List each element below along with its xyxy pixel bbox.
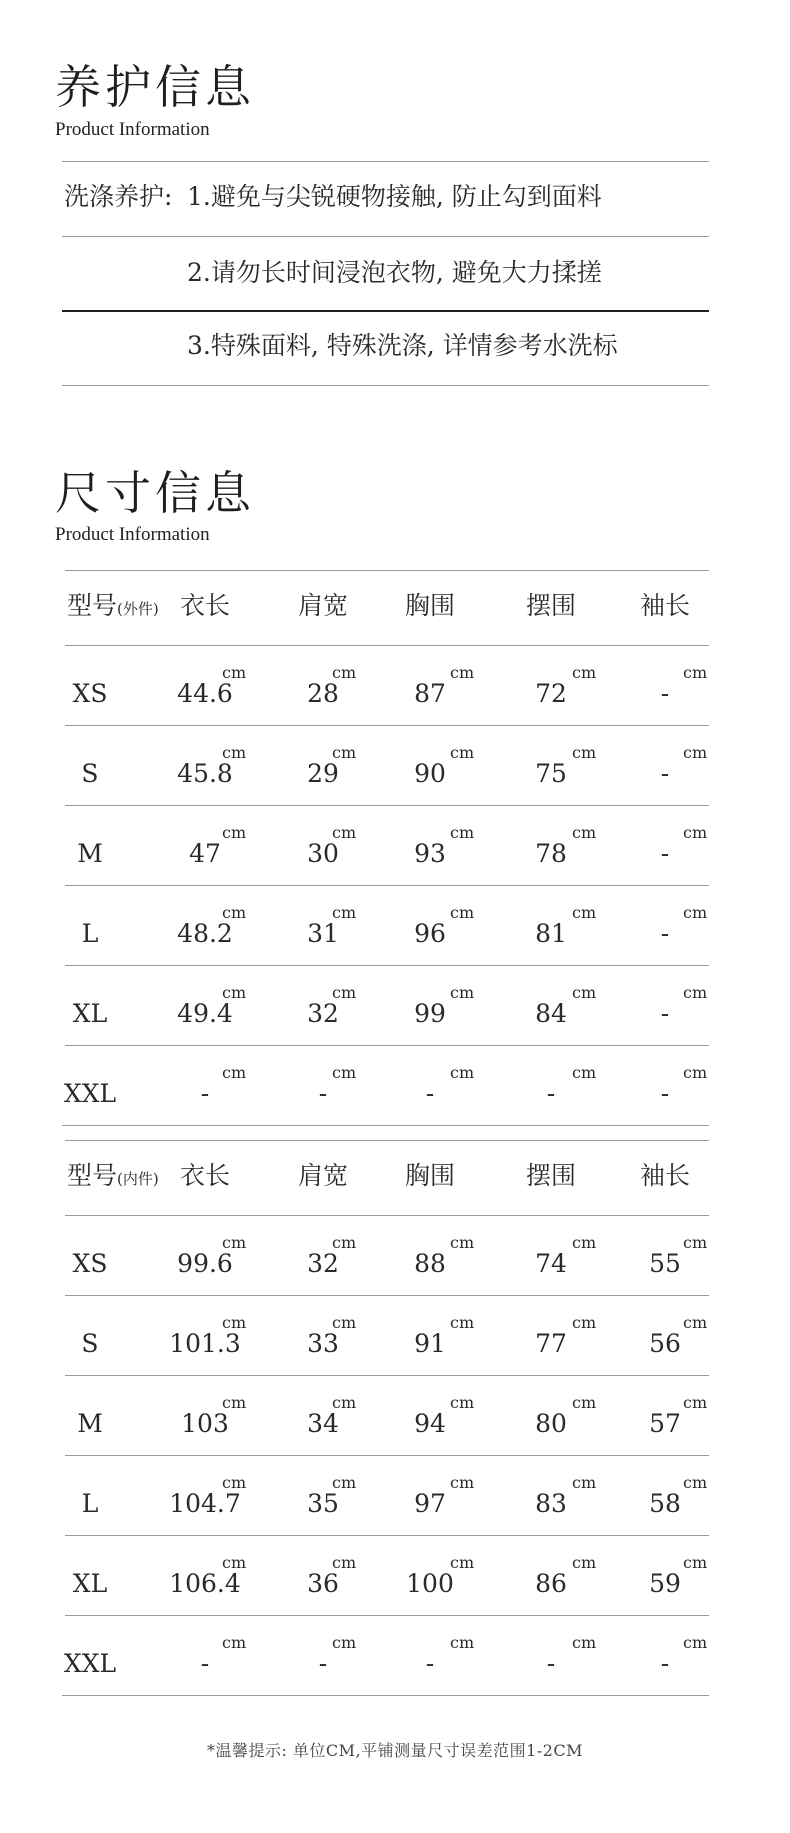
unit-label: cm	[683, 1063, 708, 1082]
unit-label: cm	[572, 1313, 597, 1332]
column-header: 摆围	[525, 1161, 577, 1190]
row-divider	[62, 1695, 709, 1696]
size-value: 58	[649, 1489, 681, 1518]
column-header: 衣长	[179, 1161, 231, 1190]
unit-label: cm	[332, 1553, 357, 1572]
unit-label: cm	[222, 663, 247, 682]
unit-label: cm	[332, 1233, 357, 1252]
size-value: -	[660, 759, 670, 788]
size-value: 106.4	[169, 1569, 241, 1598]
size-value: -	[200, 1079, 210, 1108]
size-value: 96	[414, 919, 446, 948]
size-value: -	[660, 999, 670, 1028]
column-header: 袖长	[639, 591, 691, 620]
size-value: 93	[414, 839, 446, 868]
unit-label: cm	[450, 1553, 475, 1572]
size-value: 81	[535, 919, 567, 948]
unit-label: cm	[332, 1393, 357, 1412]
header-line	[65, 1215, 709, 1216]
unit-label: cm	[332, 983, 357, 1002]
size-label: S	[81, 1329, 99, 1358]
size-subtitle: Product Information	[55, 524, 210, 545]
size-value: 36	[307, 1569, 339, 1598]
header-line	[65, 645, 709, 646]
size-value: 29	[307, 759, 339, 788]
size-label: XS	[72, 1249, 108, 1278]
size-value: 101.3	[169, 1329, 241, 1358]
size-label: L	[81, 1489, 99, 1518]
size-value: 32	[307, 1249, 339, 1278]
unit-label: cm	[572, 1553, 597, 1572]
unit-label: cm	[683, 1393, 708, 1412]
unit-label: cm	[222, 1063, 247, 1082]
unit-label: cm	[683, 1473, 708, 1492]
size-value: 55	[649, 1249, 681, 1278]
size-value: -	[200, 1649, 210, 1678]
unit-label: cm	[450, 1473, 475, 1492]
size-header-note: (外件)	[117, 600, 159, 618]
unit-label: cm	[450, 823, 475, 842]
size-value: -	[660, 1649, 670, 1678]
row-divider	[65, 885, 709, 886]
unit-label: cm	[683, 1633, 708, 1652]
care-divider-bottom	[62, 385, 709, 386]
unit-label: cm	[683, 743, 708, 762]
size-value: 31	[307, 919, 339, 948]
unit-label: cm	[222, 1633, 247, 1652]
size-label: XL	[72, 1569, 108, 1598]
size-value: 74	[535, 1249, 567, 1278]
unit-label: cm	[572, 1633, 597, 1652]
unit-label: cm	[332, 743, 357, 762]
size-value: -	[318, 1649, 328, 1678]
row-divider	[65, 1455, 709, 1456]
size-value: 33	[307, 1329, 339, 1358]
unit-label: cm	[572, 743, 597, 762]
size-header-note: (内件)	[117, 1170, 159, 1188]
unit-label: cm	[450, 1393, 475, 1412]
size-value: -	[318, 1079, 328, 1108]
unit-label: cm	[450, 1313, 475, 1332]
size-value: -	[546, 1649, 556, 1678]
size-label: XXL	[63, 1649, 117, 1678]
size-value: 75	[535, 759, 567, 788]
row-divider	[65, 1615, 709, 1616]
unit-label: cm	[572, 1233, 597, 1252]
unit-label: cm	[450, 1063, 475, 1082]
size-value: 32	[307, 999, 339, 1028]
unit-label: cm	[450, 663, 475, 682]
size-value: 48.2	[177, 919, 233, 948]
row-divider	[65, 1295, 709, 1296]
column-header: 胸围	[404, 591, 456, 620]
unit-label: cm	[572, 1063, 597, 1082]
size-value: 86	[535, 1569, 567, 1598]
unit-label: cm	[683, 983, 708, 1002]
size-value: -	[660, 919, 670, 948]
size-value: 49.4	[177, 999, 233, 1028]
size-value: -	[425, 1649, 435, 1678]
size-header	[67, 593, 159, 618]
care-label: 洗涤养护:	[64, 182, 173, 211]
care-item-1: 1.避免与尖锐硬物接触, 防止勾到面料	[187, 182, 602, 211]
unit-label: cm	[572, 983, 597, 1002]
table-top-line	[65, 1140, 709, 1141]
unit-label: cm	[332, 1633, 357, 1652]
size-value: 83	[535, 1489, 567, 1518]
footer-note: *温馨提示: 单位CM,平铺测量尺寸误差范围1-2CM	[206, 1741, 584, 1760]
care-item-2: 2.请勿长时间浸泡衣物, 避免大力揉搓	[187, 258, 602, 287]
unit-label: cm	[572, 663, 597, 682]
unit-label: cm	[450, 983, 475, 1002]
unit-label: cm	[572, 1393, 597, 1412]
size-value: -	[660, 679, 670, 708]
unit-label: cm	[332, 1313, 357, 1332]
size-value: 88	[414, 1249, 446, 1278]
unit-label: cm	[332, 1473, 357, 1492]
size-label: S	[81, 759, 99, 788]
column-header: 肩宽	[297, 1161, 349, 1190]
row-divider	[65, 1045, 709, 1046]
size-label: M	[77, 1409, 103, 1438]
unit-label: cm	[450, 903, 475, 922]
size-value: 72	[535, 679, 567, 708]
row-divider	[65, 1375, 709, 1376]
size-value: 80	[535, 1409, 567, 1438]
size-label: XXL	[63, 1079, 117, 1108]
unit-label: cm	[683, 1313, 708, 1332]
unit-label: cm	[222, 903, 247, 922]
unit-label: cm	[683, 1553, 708, 1572]
unit-label: cm	[222, 983, 247, 1002]
unit-label: cm	[222, 743, 247, 762]
size-value: 84	[535, 999, 567, 1028]
unit-label: cm	[572, 1473, 597, 1492]
size-value: 35	[307, 1489, 339, 1518]
column-header: 胸围	[404, 1161, 456, 1190]
size-label: M	[77, 839, 103, 868]
row-divider	[65, 1535, 709, 1536]
column-header: 衣长	[179, 591, 231, 620]
size-value: 30	[307, 839, 339, 868]
unit-label: cm	[450, 1233, 475, 1252]
size-value: 77	[535, 1329, 567, 1358]
size-value: 44.6	[177, 679, 233, 708]
size-label: XL	[72, 999, 108, 1028]
unit-label: cm	[572, 823, 597, 842]
size-value: -	[546, 1079, 556, 1108]
size-value: 28	[307, 679, 339, 708]
unit-label: cm	[683, 1233, 708, 1252]
size-header-label: 型号	[67, 1161, 118, 1190]
unit-label: cm	[450, 743, 475, 762]
size-value: 97	[414, 1489, 446, 1518]
row-divider	[65, 725, 709, 726]
unit-label: cm	[683, 663, 708, 682]
row-divider	[65, 805, 709, 806]
care-subtitle: Product Information	[55, 119, 210, 140]
size-value: 57	[649, 1409, 681, 1438]
column-header: 肩宽	[297, 591, 349, 620]
unit-label: cm	[222, 1473, 247, 1492]
size-value: 99	[414, 999, 446, 1028]
size-value: 56	[649, 1329, 681, 1358]
size-value: 87	[414, 679, 446, 708]
size-value: 45.8	[177, 759, 233, 788]
unit-label: cm	[450, 1633, 475, 1652]
care-divider-strong	[62, 310, 709, 312]
unit-label: cm	[222, 823, 247, 842]
size-value: -	[660, 839, 670, 868]
care-item-3: 3.特殊面料, 特殊洗涤, 详情参考水洗标	[187, 331, 618, 360]
size-value: 47	[189, 839, 221, 868]
size-value: 78	[535, 839, 567, 868]
unit-label: cm	[332, 903, 357, 922]
column-header: 袖长	[639, 1161, 691, 1190]
unit-label: cm	[332, 663, 357, 682]
table-top-line	[65, 570, 709, 571]
size-value: 59	[649, 1569, 681, 1598]
size-value: 104.7	[169, 1489, 241, 1518]
unit-label: cm	[683, 903, 708, 922]
unit-label: cm	[222, 1313, 247, 1332]
unit-label: cm	[222, 1393, 247, 1412]
unit-label: cm	[332, 823, 357, 842]
size-header-label: 型号	[67, 591, 118, 620]
size-value: 91	[414, 1329, 446, 1358]
unit-label: cm	[222, 1233, 247, 1252]
size-value: 99.6	[177, 1249, 233, 1278]
care-title: 养护信息	[55, 60, 255, 114]
unit-label: cm	[683, 823, 708, 842]
unit-label: cm	[572, 903, 597, 922]
care-divider-top	[62, 161, 709, 162]
row-divider	[65, 965, 709, 966]
unit-label: cm	[332, 1063, 357, 1082]
size-title: 尺寸信息	[55, 466, 255, 520]
size-value: 94	[414, 1409, 446, 1438]
size-value: 100	[406, 1569, 454, 1598]
size-value: -	[425, 1079, 435, 1108]
size-value: 103	[181, 1409, 229, 1438]
unit-label: cm	[222, 1553, 247, 1572]
size-label: L	[81, 919, 99, 948]
row-divider	[62, 1125, 709, 1126]
care-divider	[62, 236, 709, 237]
size-value: 34	[307, 1409, 339, 1438]
column-header: 摆围	[525, 591, 577, 620]
size-label: XS	[72, 679, 108, 708]
size-value: -	[660, 1079, 670, 1108]
size-value: 90	[414, 759, 446, 788]
size-header	[67, 1163, 159, 1188]
